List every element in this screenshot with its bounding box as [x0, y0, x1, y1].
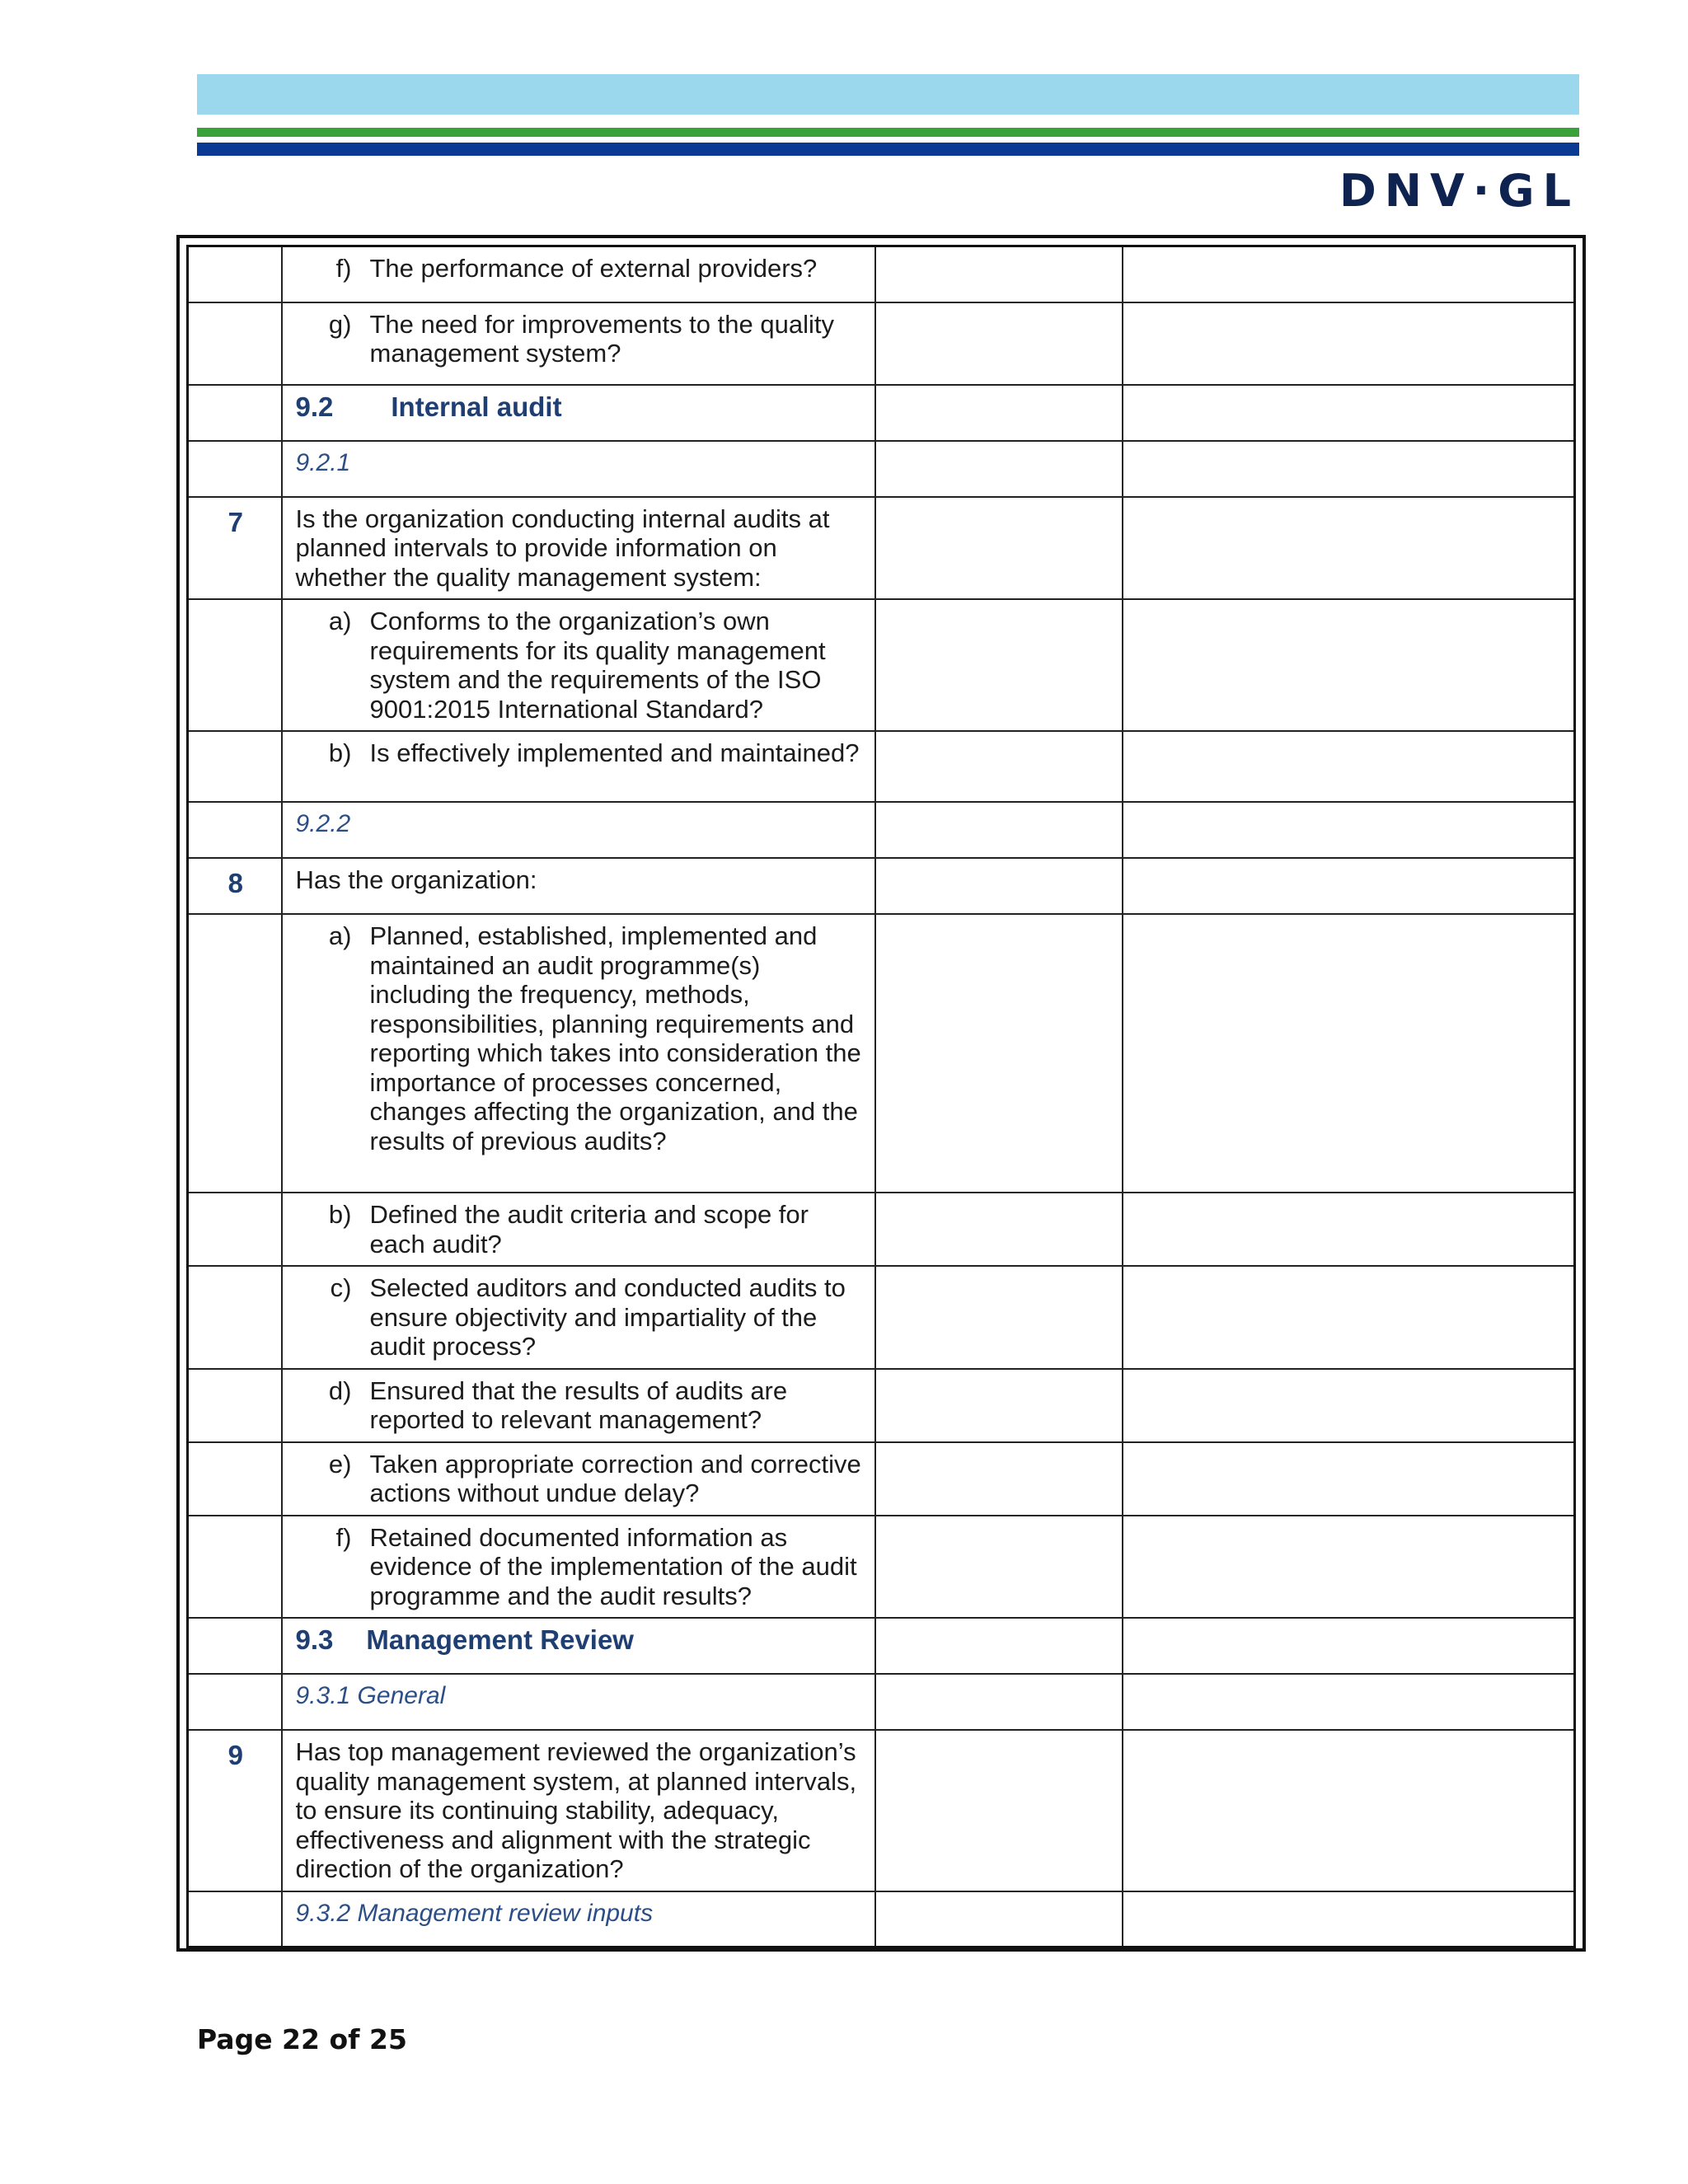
item-label: f) [335, 254, 352, 283]
requirement-cell [282, 731, 875, 802]
question-number-cell [188, 1674, 282, 1730]
response-cell[interactable] [875, 858, 1123, 914]
response-cell[interactable] [875, 1674, 1123, 1730]
item-text: Defined the audit criteria and scope for each audit? [369, 1200, 809, 1258]
response-cell[interactable] [875, 802, 1123, 858]
question-number-cell [188, 599, 282, 731]
comments-cell[interactable] [1123, 1674, 1575, 1730]
list-item [296, 1450, 863, 1508]
table-row [188, 1516, 1575, 1619]
comments-cell[interactable] [1123, 802, 1575, 858]
question-number-cell [188, 802, 282, 858]
table-row [188, 858, 1575, 914]
question-number-cell: 7 [188, 497, 282, 600]
question-number-cell [188, 1891, 282, 1947]
section-heading [296, 392, 863, 422]
item-text: Taken appropriate correction and corrective actions without undue delay? [369, 1449, 861, 1507]
comments-cell[interactable] [1123, 246, 1575, 302]
question-number-cell [188, 1193, 282, 1266]
comments-cell[interactable] [1123, 1369, 1575, 1442]
comments-cell[interactable] [1123, 731, 1575, 802]
table-row [188, 1891, 1575, 1947]
item-text: Selected auditors and conducted audits to ensure objectivity and impartiality of the audit process? [369, 1273, 846, 1361]
question-number-cell [188, 1618, 282, 1674]
comments-cell[interactable] [1123, 497, 1575, 600]
table-row [188, 802, 1575, 858]
requirement-cell [282, 1891, 875, 1947]
page-number: Page 22 of 25 [197, 2023, 407, 2055]
comments-cell[interactable] [1123, 1266, 1575, 1369]
question-number-cell: 9 [188, 1730, 282, 1891]
requirement-cell [282, 497, 875, 600]
requirement-cell [282, 914, 875, 1193]
section-title: Management Review [366, 1624, 634, 1655]
subsection-heading: 9.3.2 Management review inputs [295, 1899, 654, 1927]
question-number-cell [188, 246, 282, 302]
item-text: Planned, established, implemented and maintained an audit programme(s) including the frequency, methods, responsibilities, planning requirements and reporting which takes into consideration the importance of processes concerned, changes affecting the organization, and the results of previous audits? [369, 921, 861, 1155]
list-item [296, 607, 863, 724]
comments-cell[interactable] [1123, 385, 1575, 441]
checklist-frame [176, 235, 1586, 1952]
item-label: a) [328, 607, 352, 635]
response-cell[interactable] [875, 1730, 1123, 1891]
requirement-cell [282, 1730, 875, 1891]
item-text: Ensured that the results of audits are reported to relevant management? [369, 1376, 788, 1434]
comments-cell[interactable] [1123, 1193, 1575, 1266]
list-item [296, 1273, 863, 1361]
question-number-cell [188, 1516, 282, 1619]
table-row [188, 1618, 1575, 1674]
response-cell[interactable] [875, 914, 1123, 1193]
table-row [188, 1193, 1575, 1266]
comments-cell[interactable] [1123, 1442, 1575, 1516]
question-number-cell [188, 1369, 282, 1442]
item-text: Is effectively implemented and maintained? [369, 738, 860, 767]
requirement-cell [282, 385, 875, 441]
table-row [188, 441, 1575, 497]
item-label: c) [330, 1273, 352, 1302]
checklist-table [186, 245, 1576, 1948]
comments-cell[interactable] [1123, 1618, 1575, 1674]
table-row [188, 1674, 1575, 1730]
question-number-cell: 8 [188, 858, 282, 914]
item-label: a) [328, 921, 352, 950]
requirement-cell [282, 246, 875, 302]
list-item [296, 1376, 863, 1435]
response-cell[interactable] [875, 1442, 1123, 1516]
list-item [296, 1200, 863, 1258]
question-number-cell [188, 914, 282, 1193]
table-row [188, 302, 1575, 385]
section-heading [296, 1625, 863, 1655]
question-number-cell [188, 385, 282, 441]
comments-cell[interactable] [1123, 302, 1575, 385]
comments-cell[interactable] [1123, 1730, 1575, 1891]
question-text: Is the organization conducting internal audits at planned intervals to provide information on whether the quality management system: [295, 504, 830, 592]
response-cell[interactable] [875, 302, 1123, 385]
response-cell[interactable] [875, 1193, 1123, 1266]
comments-cell[interactable] [1123, 858, 1575, 914]
question-number-cell [188, 731, 282, 802]
question-text: Has the organization: [295, 865, 537, 894]
item-text: Conforms to the organization’s own requirements for its quality management system and the requirements of the ISO 9001:2015 International Standard? [369, 607, 826, 724]
item-text: Retained documented information as evidence of the implementation of the audit programme and the audit results? [369, 1522, 857, 1610]
response-cell[interactable] [875, 497, 1123, 600]
table-row [188, 1266, 1575, 1369]
header-band-blue [197, 143, 1579, 156]
item-label: f) [335, 1522, 352, 1552]
list-item [296, 1523, 863, 1611]
response-cell[interactable] [875, 246, 1123, 302]
table-row [188, 599, 1575, 731]
response-cell[interactable] [875, 385, 1123, 441]
requirement-cell [282, 858, 875, 914]
item-label: b) [328, 738, 352, 767]
requirement-cell [282, 1442, 875, 1516]
response-cell[interactable] [875, 1516, 1123, 1619]
response-cell[interactable] [875, 731, 1123, 802]
table-row [188, 497, 1575, 600]
response-cell[interactable] [875, 1618, 1123, 1674]
question-number-cell [188, 1442, 282, 1516]
table-row [188, 1369, 1575, 1442]
requirement-cell [282, 1516, 875, 1619]
requirement-cell [282, 441, 875, 497]
question-number-cell [188, 1266, 282, 1369]
list-item [296, 310, 863, 368]
requirement-cell [282, 1193, 875, 1266]
table-row [188, 914, 1575, 1193]
response-cell[interactable] [875, 1891, 1123, 1947]
dnv-gl-logo: DNV·GL [1339, 165, 1579, 217]
requirement-cell [282, 1266, 875, 1369]
requirement-cell [282, 302, 875, 385]
response-cell[interactable] [875, 441, 1123, 497]
requirement-cell [282, 1369, 875, 1442]
response-cell[interactable] [875, 1369, 1123, 1442]
section-title: Internal audit [391, 391, 562, 422]
comments-cell[interactable] [1123, 914, 1575, 1193]
section-number: 9.3 [295, 1624, 334, 1655]
comments-cell[interactable] [1123, 1891, 1575, 1947]
item-text: The need for improvements to the quality management system? [369, 309, 834, 368]
item-label: b) [328, 1200, 352, 1229]
requirement-cell [282, 802, 875, 858]
table-row [188, 246, 1575, 302]
header-band-light [197, 74, 1579, 115]
item-text: The performance of external providers? [369, 254, 818, 283]
subsection-heading: 9.3.1 General [295, 1682, 446, 1709]
comments-cell[interactable] [1123, 1516, 1575, 1619]
table-row [188, 731, 1575, 802]
requirement-cell [282, 599, 875, 731]
item-label: e) [328, 1449, 352, 1479]
subsection-heading: 9.2.1 [295, 448, 351, 476]
requirement-cell [282, 1618, 875, 1674]
comments-cell[interactable] [1123, 441, 1575, 497]
response-cell[interactable] [875, 599, 1123, 731]
subsection-heading: 9.2.2 [295, 810, 351, 837]
list-item [296, 921, 863, 1155]
item-label: g) [328, 309, 352, 339]
question-text: Has top management reviewed the organization’s quality management system, at planned intervals, to ensure its continuing stability, adequacy, effectiveness and alignment with the strategic direction of the organization? [295, 1737, 857, 1883]
list-item [296, 254, 863, 284]
question-number-cell [188, 302, 282, 385]
table-row [188, 1442, 1575, 1516]
list-item [296, 738, 863, 768]
table-row [188, 385, 1575, 441]
section-number: 9.2 [295, 391, 334, 422]
requirement-cell [282, 1674, 875, 1730]
comments-cell[interactable] [1123, 599, 1575, 731]
question-number-cell [188, 441, 282, 497]
response-cell[interactable] [875, 1266, 1123, 1369]
table-row [188, 1730, 1575, 1891]
header-band-green [197, 128, 1579, 137]
item-label: d) [328, 1376, 352, 1405]
